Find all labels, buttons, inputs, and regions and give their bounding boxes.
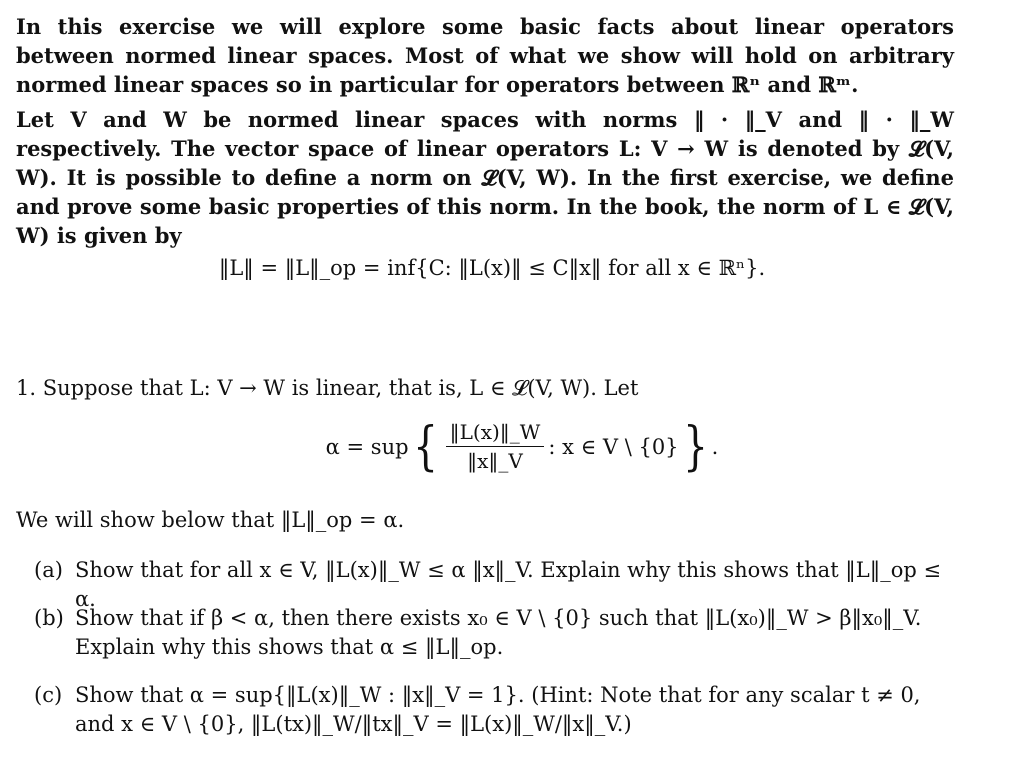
fraction-denominator: ‖x‖_V	[467, 449, 523, 473]
intro-paragraph-2: Let V and W be normed linear spaces with norms ‖ · ‖_V and ‖ · ‖_W respectively. The vector space of linear operators L: V → W is denoted by 𝓛(V, W). It is possible to define a norm on 𝓛(V, W). In the first exercise, we define and prove some basic properties of this norm. In the book, the norm of L ∈ 𝓛(V, W) is given by	[16, 107, 954, 248]
subproblem-text: Show that for all x ∈ V, ‖L(x)‖_W ≤ α ‖x‖_V. Explain why this shows that ‖L‖_op ≤ α.	[75, 558, 942, 611]
right-brace: }	[682, 416, 708, 477]
subproblem-c	[34, 681, 954, 739]
problem-1-statement: 1. Suppose that L: V → W is linear, that is, L ∈ 𝓛(V, W). Let	[16, 376, 639, 400]
subproblem-text: Show that α = sup{‖L(x)‖_W : ‖x‖_V = 1}. (Hint: Note that for any scalar t ≠ 0, and x ∈ V \ {0}, ‖L(tx)‖_W/‖tx‖_V = ‖L(x)‖_W/‖x‖_V.)	[75, 683, 921, 736]
alpha-fraction	[446, 420, 545, 473]
subproblem-b	[34, 604, 954, 662]
show-below-text: We will show below that ‖L‖_op = α.	[16, 508, 405, 532]
operator-norm-equation: ‖L‖ = ‖L‖_op = inf{C: ‖L(x)‖ ≤ C‖x‖ for all x ∈ ℝⁿ}.	[218, 256, 766, 280]
intro-section	[16, 12, 954, 250]
alpha-definition	[0, 416, 1024, 477]
alpha-condition: : x ∈ V \ {0}	[548, 434, 679, 459]
subproblem-marker: (b)	[34, 606, 64, 630]
fraction-numerator: ‖L(x)‖_W	[446, 420, 545, 447]
intro-paragraph-1: In this exercise we will explore some basic facts about linear operators between normed linear spaces. Most of what we show will hold on arbitrary normed linear spaces so in particular for operators between ℝⁿ and ℝᵐ.	[16, 14, 954, 97]
subproblem-marker: (a)	[34, 558, 63, 582]
alpha-lhs: α = sup	[325, 434, 409, 459]
subproblem-text: Show that if β < α, then there exists x₀ ∈ V \ {0} such that ‖L(x₀)‖_W > β‖x₀‖_V. Explain why this shows that α ≤ ‖L‖_op.	[75, 606, 922, 659]
subproblem-marker: (c)	[34, 683, 63, 707]
left-brace: {	[412, 416, 438, 477]
period: .	[711, 434, 719, 459]
